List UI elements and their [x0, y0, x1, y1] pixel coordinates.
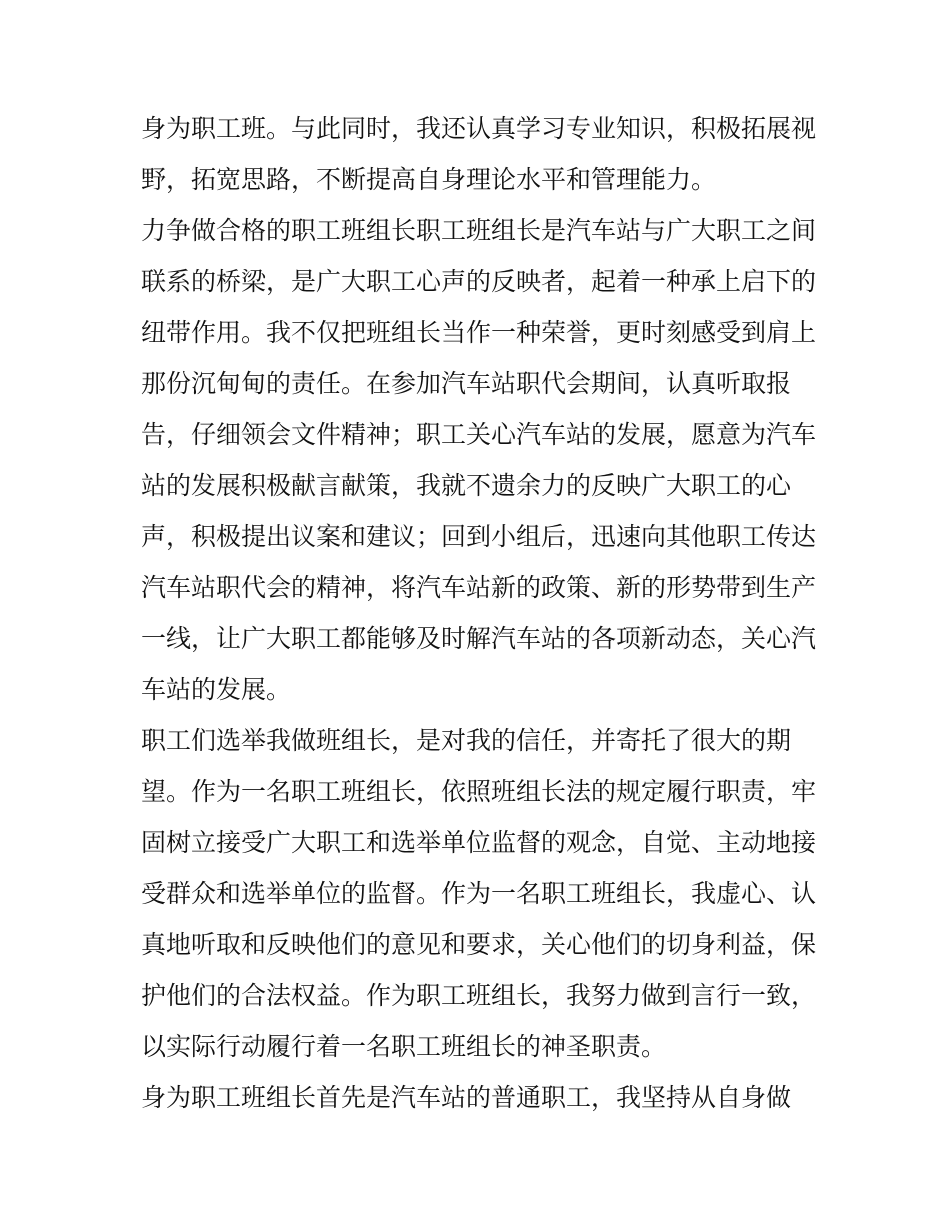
text-line: 固树立接受广大职工和选举单位监督的观念，自觉、主动地接	[141, 828, 817, 857]
text-line: 力争做合格的职工班组长职工班组长是汽车站与广大职工之间	[141, 216, 817, 245]
text-line: 纽带作用。我不仅把班组长当作一种荣誉，更时刻感受到肩上	[141, 318, 817, 347]
text-line: 野，拓宽思路，不断提高自身理论水平和管理能力。	[141, 165, 717, 194]
text-line: 那份沉甸甸的责任。在参加汽车站职代会期间，认真听取报	[141, 369, 792, 398]
text-line: 职工们选举我做班组长，是对我的信任，并寄托了很大的期	[141, 726, 792, 755]
text-line: 车站的发展。	[141, 675, 292, 704]
text-line: 一线，让广大职工都能够及时解汽车站的各项新动态，关心汽	[141, 624, 817, 653]
body-text	[141, 103, 821, 1123]
text-line: 真地听取和反映他们的意见和要求，关心他们的切身利益，保	[141, 930, 817, 959]
text-line: 声，积极提出议案和建议；回到小组后，迅速向其他职工传达	[141, 522, 817, 551]
text-line: 以实际行动履行着一名职工班组长的神圣职责。	[141, 1032, 667, 1061]
text-line: 护他们的合法权益。作为职工班组长，我努力做到言行一致，	[141, 981, 817, 1010]
text-line: 汽车站职代会的精神，将汽车站新的政策、新的形势带到生产	[141, 573, 817, 602]
text-line: 联系的桥梁，是广大职工心声的反映者，起着一种承上启下的	[141, 267, 817, 296]
text-line: 身为职工班组长首先是汽车站的普通职工，我坚持从自身做	[141, 1083, 792, 1112]
text-line: 身为职工班。与此同时，我还认真学习专业知识，积极拓展视	[141, 114, 817, 143]
text-line: 告，仔细领会文件精神；职工关心汽车站的发展，愿意为汽车	[141, 420, 817, 449]
text-line: 望。作为一名职工班组长，依照班组长法的规定履行职责，牢	[141, 777, 817, 806]
text-line: 受群众和选举单位的监督。作为一名职工班组长，我虚心、认	[141, 879, 817, 908]
text-line: 站的发展积极献言献策，我就不遗余力的反映广大职工的心	[141, 471, 792, 500]
